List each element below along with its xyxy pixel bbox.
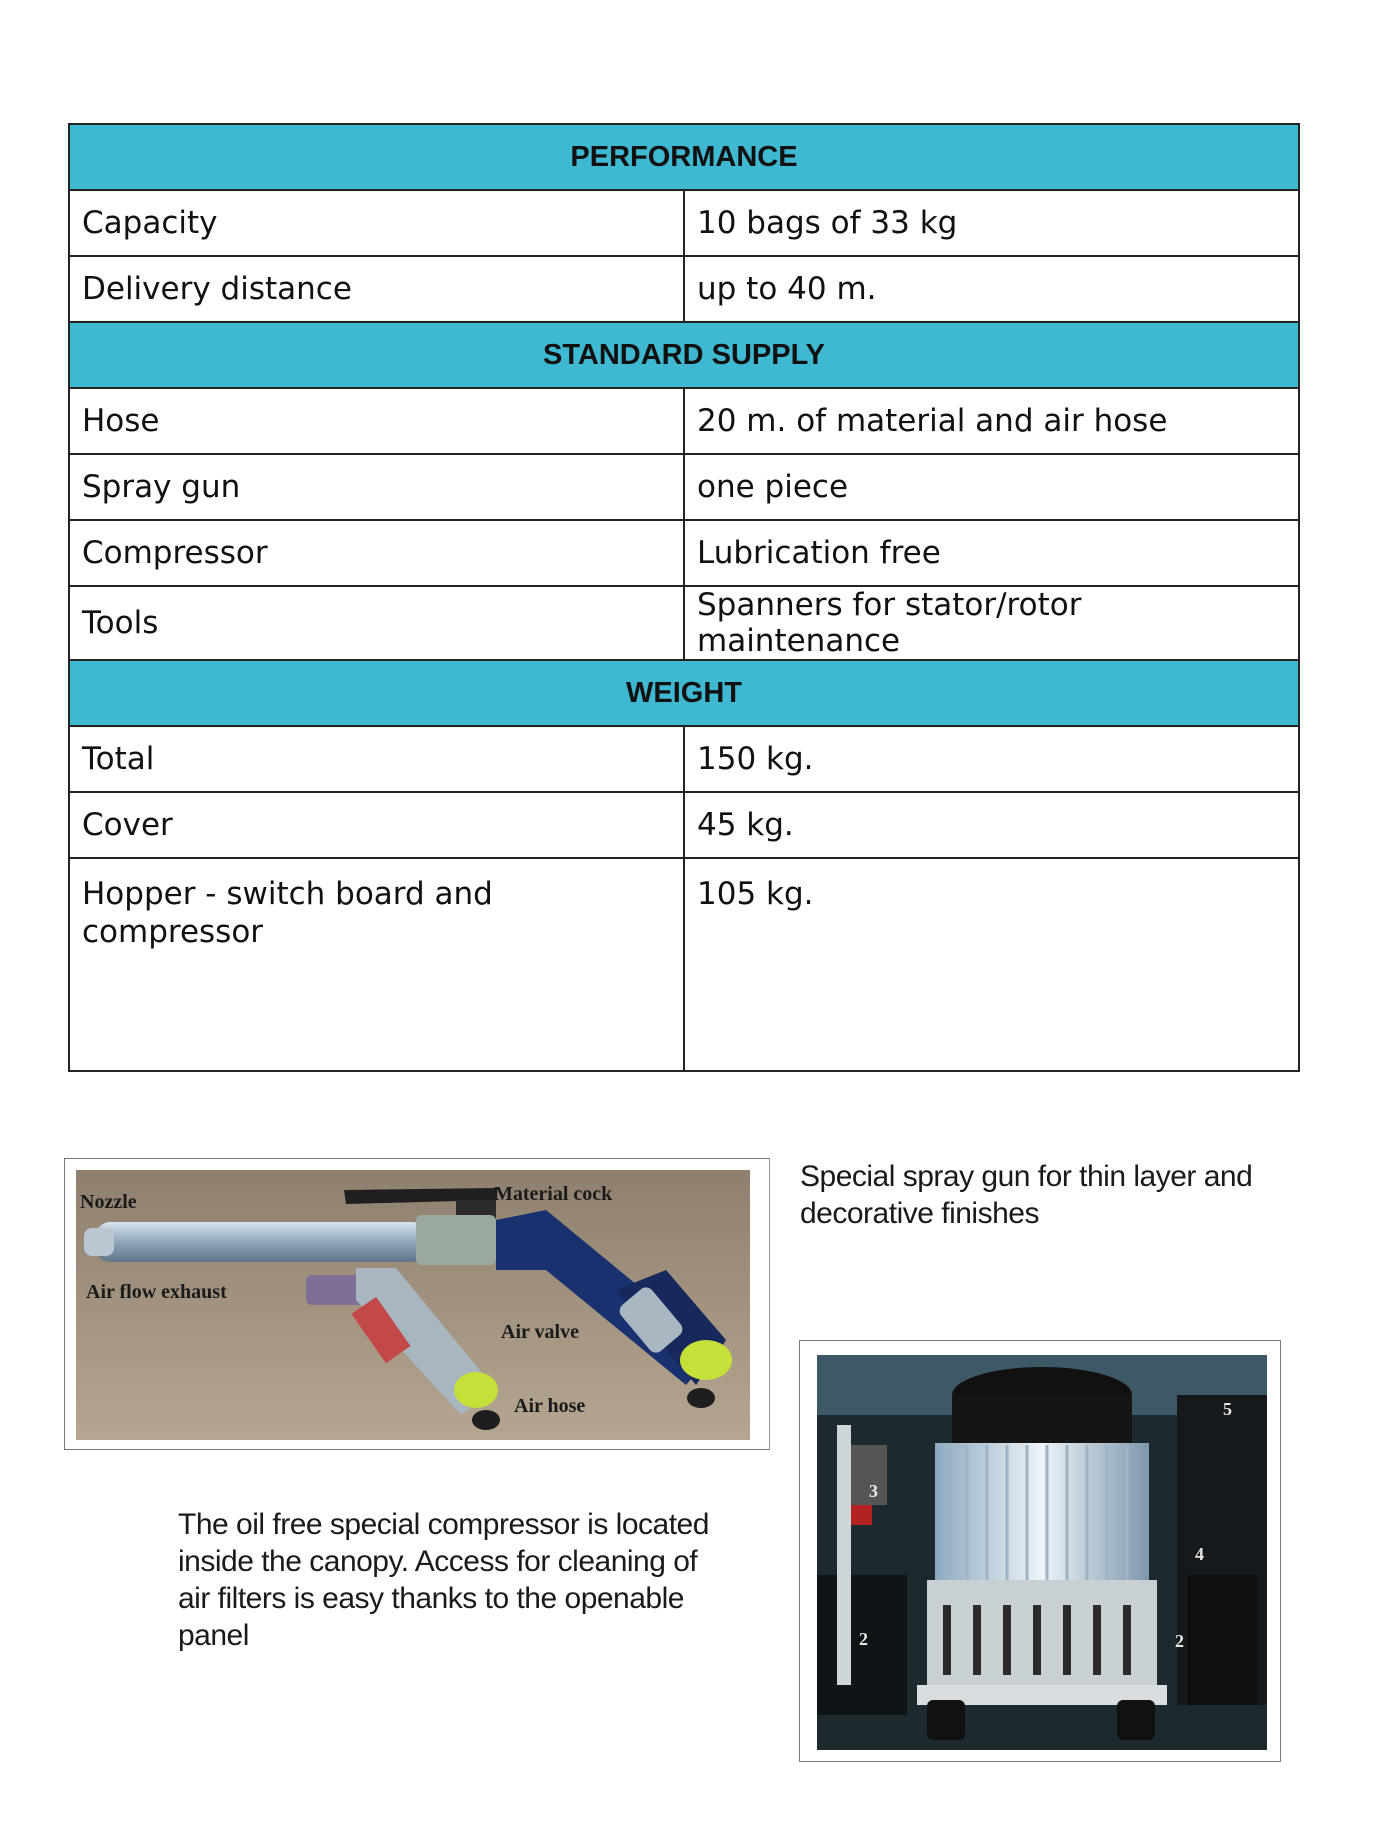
table-row [69, 586, 1299, 660]
marker-2-right: 2 [1175, 1631, 1184, 1651]
table-row [69, 858, 1299, 1071]
label-air-flow-exhaust: Air flow exhaust [86, 1281, 227, 1303]
row-value-spray-gun: one piece [684, 454, 1299, 520]
row-value-compressor: Lubrication free [684, 520, 1299, 586]
spray-gun-caption: Special spray gun for thin layer and decorative finishes [800, 1160, 1253, 1230]
row-value-total: 150 kg. [684, 726, 1299, 792]
label-air-valve: Air valve [501, 1321, 579, 1343]
marker-3: 3 [869, 1481, 878, 1501]
marker-5: 5 [1223, 1399, 1232, 1419]
row-value-delivery-distance: up to 40 m. [684, 256, 1299, 322]
table-row [69, 792, 1299, 858]
compressor-caption: The oil free special compressor is located inside the canopy. Access for cleaning of air filters is easy thanks to the openable panel [178, 1508, 709, 1652]
row-value-hopper: 105 kg. [684, 858, 1299, 1071]
marker-4: 4 [1195, 1544, 1204, 1564]
table-row [69, 256, 1299, 322]
label-material-cock: Material cock [494, 1183, 613, 1205]
row-label-delivery-distance: Delivery distance [69, 256, 684, 322]
section-header-row [69, 660, 1299, 726]
marker-2-left: 2 [859, 1629, 868, 1649]
row-label-compressor: Compressor [69, 520, 684, 586]
section-header-row [69, 124, 1299, 190]
section-header-weight: WEIGHT [69, 660, 1299, 726]
row-label-capacity: Capacity [69, 190, 684, 256]
spray-gun-photo [76, 1170, 750, 1440]
row-label-cover: Cover [69, 792, 684, 858]
section-header-row [69, 322, 1299, 388]
row-label-spray-gun: Spray gun [69, 454, 684, 520]
row-label-tools: Tools [69, 586, 684, 660]
row-value-hose: 20 m. of material and air hose [684, 388, 1299, 454]
label-air-hose: Air hose [514, 1395, 586, 1417]
section-header-performance: PERFORMANCE [69, 124, 1299, 190]
row-value-tools: Spanners for stator/rotor maintenance [684, 586, 1299, 660]
specification-table [68, 123, 1300, 1072]
table-row [69, 520, 1299, 586]
table-row [69, 726, 1299, 792]
spray-gun-photo-frame [64, 1158, 770, 1450]
row-label-total: Total [69, 726, 684, 792]
compressor-photo-frame [799, 1340, 1281, 1762]
table-row [69, 190, 1299, 256]
row-label-hose: Hose [69, 388, 684, 454]
label-nozzle: Nozzle [80, 1191, 137, 1213]
row-label-hopper: Hopper - switch board and compressor [69, 858, 684, 1071]
row-value-capacity: 10 bags of 33 kg [684, 190, 1299, 256]
table-row [69, 388, 1299, 454]
row-value-cover: 45 kg. [684, 792, 1299, 858]
section-header-standard-supply: STANDARD SUPPLY [69, 322, 1299, 388]
compressor-photo [817, 1355, 1267, 1750]
table-row [69, 454, 1299, 520]
nozzle-pipe-shape [96, 1222, 426, 1262]
